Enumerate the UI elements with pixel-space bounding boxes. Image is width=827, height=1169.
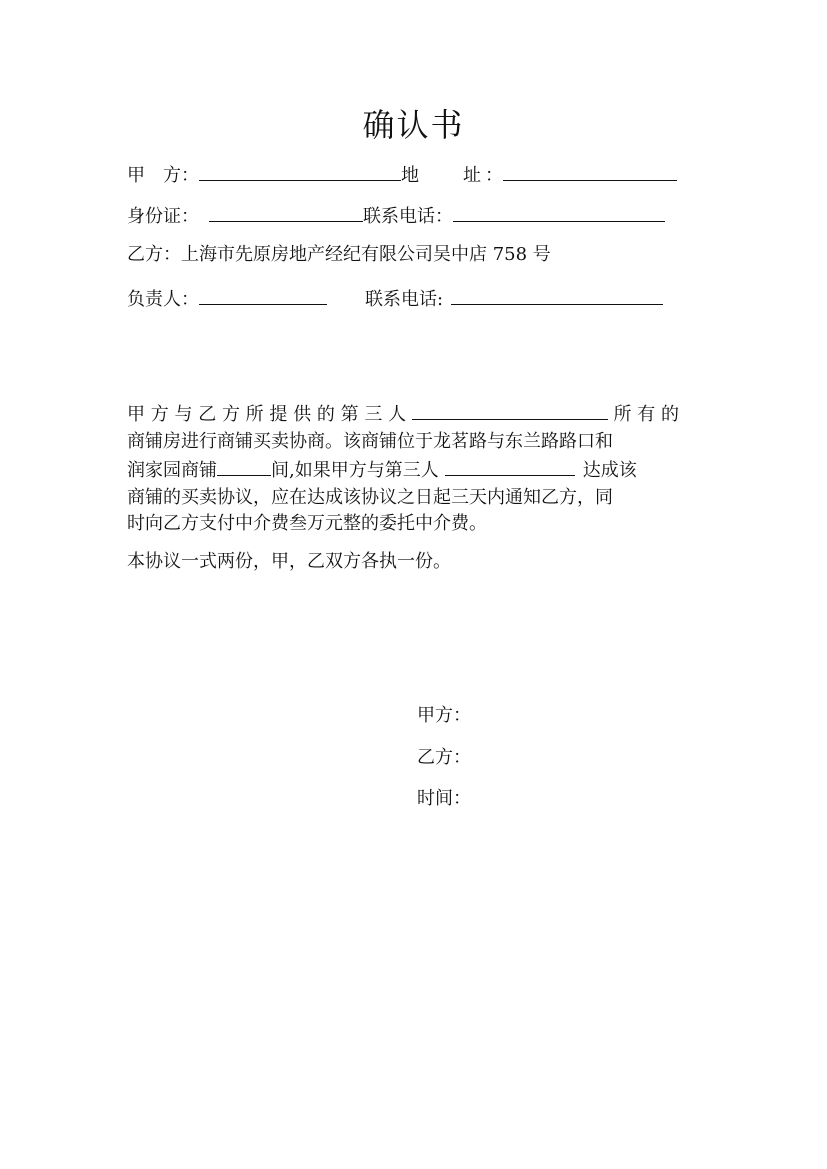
paragraph-line-5: 时向乙方支付中介费叁万元整的委托中介费。 <box>127 513 487 534</box>
id-blank[interactable] <box>209 201 363 222</box>
paragraph-line-2: 商铺房进行商铺买卖协商。该商铺位于龙茗路与东兰路路口和 <box>127 430 613 452</box>
char: 的 <box>661 404 680 425</box>
char: 人 <box>388 404 407 425</box>
text: 达成该 <box>582 460 637 481</box>
char: 的 <box>316 404 335 425</box>
party-a-phone-label: 联系电话： <box>363 206 453 227</box>
page-title: 确认书 <box>362 106 465 144</box>
char: 提 <box>269 404 288 425</box>
party-b-phone-label: 联系电话: <box>365 289 444 310</box>
party-a-phone-blank[interactable] <box>453 201 665 222</box>
party-b-row: 乙方：上海市先原房地产经纪有限公司吴中店 758 号 <box>127 244 551 265</box>
address-label-2: 址 <box>463 165 481 186</box>
person-blank[interactable] <box>199 284 327 305</box>
agreement-paragraph <box>127 399 687 538</box>
text: 润家园商铺 <box>127 460 217 481</box>
third-party-blank-2[interactable] <box>445 455 575 476</box>
char: 方 <box>150 404 169 425</box>
paragraph-line-1 <box>127 399 687 429</box>
char: 乙 <box>198 404 217 425</box>
party-a-id-row <box>127 201 665 230</box>
copies-statement: 本协议一式两份，甲，乙双方各执一份。 <box>127 551 451 572</box>
char: 有 <box>637 404 656 425</box>
signature-party-b: 乙方： <box>417 747 471 768</box>
char: 三 <box>364 404 383 425</box>
char: 甲 <box>127 404 145 425</box>
party-a-name-blank[interactable] <box>199 160 401 181</box>
char: 第 <box>340 404 359 425</box>
address-label-1: 地 <box>401 165 419 186</box>
third-party-blank-1[interactable] <box>412 399 608 420</box>
address-blank[interactable] <box>503 160 677 181</box>
char: 与 <box>174 404 193 425</box>
shop-number-blank[interactable] <box>217 455 271 476</box>
paragraph-line-3 <box>127 455 687 485</box>
party-b-person-row <box>127 284 663 313</box>
char: 所 <box>613 404 632 425</box>
party-b-phone-blank[interactable] <box>451 284 663 305</box>
id-label: 身份证： <box>127 206 199 227</box>
signature-time: 时间： <box>417 788 471 809</box>
char: 所 <box>245 404 264 425</box>
party-a-row <box>127 160 677 189</box>
char: 供 <box>293 404 312 425</box>
person-label: 负责人： <box>127 289 199 310</box>
signature-party-a: 甲方： <box>417 705 471 726</box>
party-a-label: 甲 方： <box>127 165 199 186</box>
paragraph-line-4: 商铺的买卖协议，应在达成该协议之日起三天内通知乙方，同 <box>127 486 613 508</box>
text: 间,如果甲方与第三人 <box>271 460 439 481</box>
address-colon: ： <box>485 165 503 186</box>
char: 方 <box>221 404 240 425</box>
